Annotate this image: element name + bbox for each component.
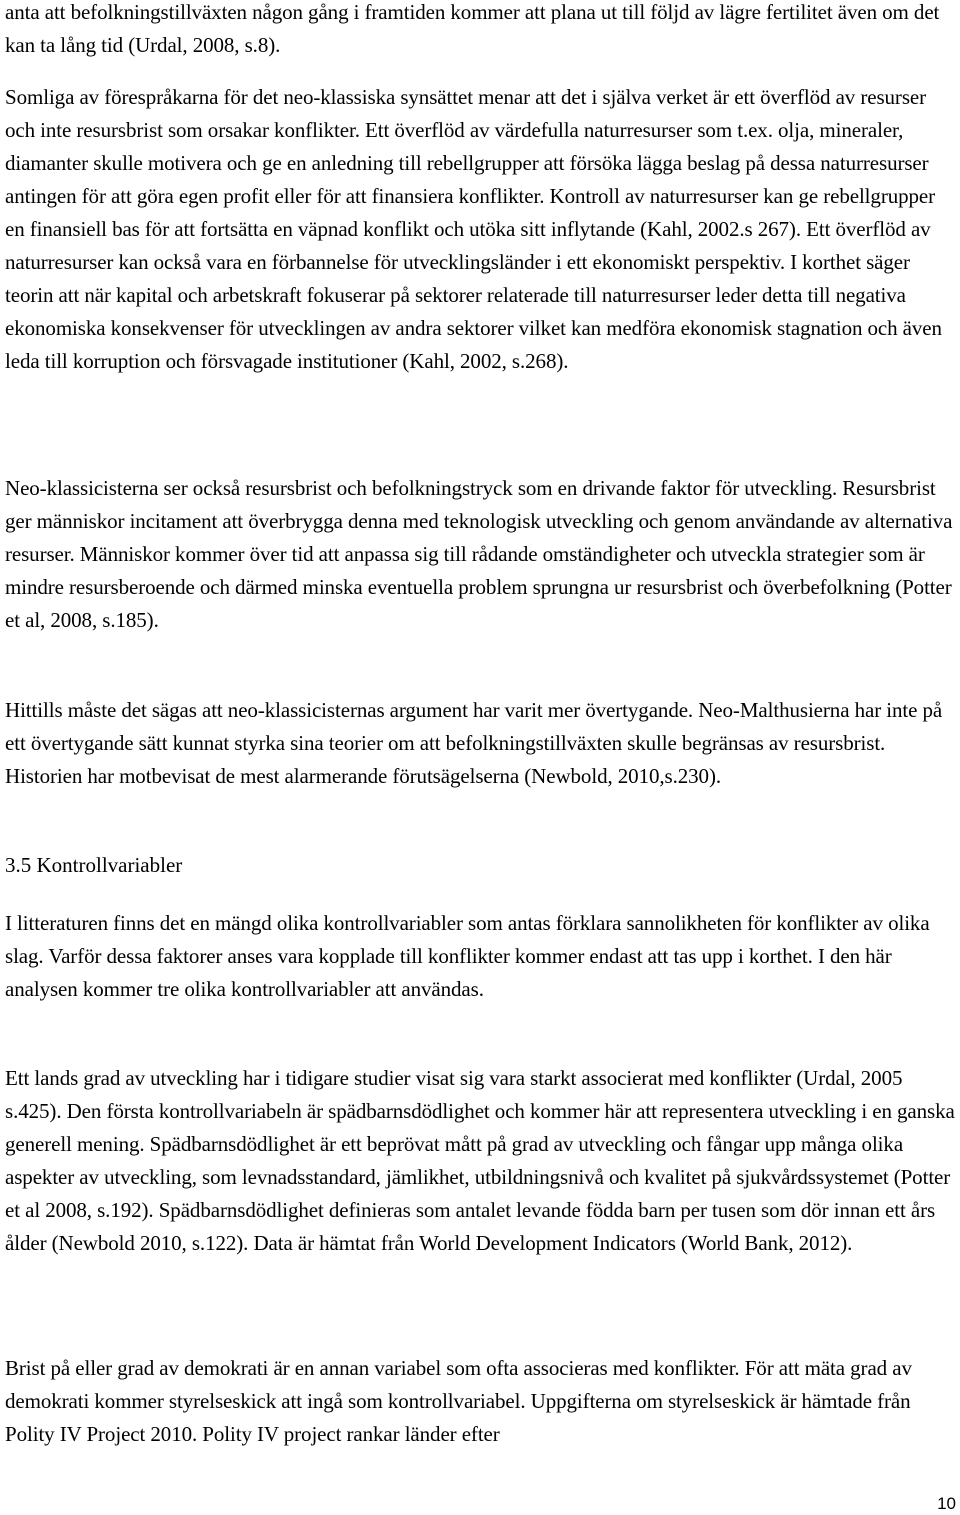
paragraph-control-variables-intro: I litteraturen finns det en mängd olika kontrollvariabler som antas förklara sannolikheten för konflikter av olika slag. Varför dessa faktorer anses vara kopplade till konflikter kommer endast att tas upp i korthet. I den här analysen kommer tre olika kontrollvariabler att användas. [5, 911, 930, 1001]
section-heading: 3.5 Kontrollvariabler [5, 853, 183, 877]
paragraph-conclusion: Hittills måste det sägas att neo-klassicisternas argument har varit mer övertygande. Neo-Malthusierna har inte på ett övertygande sätt kunnat styrka sina teorier om att befolkningstillväxten skulle begränsas av resursbrist. Historien har motbevisat de mest alarmerande förutsägelserna (Newbold, 2010,s.230). [5, 698, 943, 788]
page-number: 10 [937, 1494, 956, 1513]
paragraph-population-growth: anta att befolkningstillväxten någon gång i framtiden kommer att plana ut till följd av lägre fertilitet även om det kan ta lång tid (Urdal, 2008, s.8). [5, 0, 940, 57]
paragraph-democracy: Brist på eller grad av demokrati är en annan variabel som ofta associeras med konflikter. För att mäta grad av demokrati kommer styrelseskick att ingå som kontrollvariabel. Uppgifterna om styrelseskick är hämtade från Polity IV Project 2010. Polity IV project rankar länder efter [5, 1356, 912, 1446]
paragraph-infant-mortality: Ett lands grad av utveckling har i tidigare studier visat sig vara starkt associerat med konflikter (Urdal, 2005 s.425). Den första kontrollvariabeln är spädbarnsdödlighet och kommer här att representera utveckling i en ganska generell mening. Spädbarnsdödlighet är ett beprövat mått på grad av utveckling och fångar upp många olika aspekter av utveckling, som levnadsstandard, jämlikhet, utbildningsnivå och kvalitet på sjukvårdssystemet (Potter et al 2008, s.192). Spädbarnsdödlighet definieras som antalet levande födda barn per tusen som dör innan ett års ålder (Newbold 2010, s.122). Data är hämtat från World Development Indicators (World Bank, 2012). [5, 1066, 955, 1255]
paragraph-resource-abundance: Somliga av förespråkarna för det neo-klassiska synsättet menar att det i själva verket är ett överflöd av resurser och inte resursbrist som orsakar konflikter. Ett överflöd av värdefulla naturresurser som t.ex. olja, mineraler, diamanter skulle motivera och ge en anledning till rebellgrupper att försöka lägga beslag på dessa naturresurser antingen för att göra egen profit eller för att finansiera konflikter. Kontroll av naturresurser kan ge rebellgrupper en finansiell bas för att fortsätta en väpnad konflikt och utöka sitt inflytande (Kahl, 2002.s 267). Ett överflöd av naturresurser kan också vara en förbannelse för utvecklingsländer i ett ekonomiskt perspektiv. I korthet säger teorin att när kapital och arbetskraft fokuserar på sektorer relaterade till naturresurser leder detta till negativa ekonomiska konsekvenser för utvecklingen av andra sektorer vilket kan medföra ekonomisk stagnation och även leda till korruption och försvagade institutioner (Kahl, 2002, s.268). [5, 85, 942, 373]
paragraph-resource-scarcity: Neo-klassicisterna ser också resursbrist och befolkningstryck som en drivande faktor för utveckling. Resursbrist ger människor incitament att överbrygga denna med teknologisk utveckling och genom användande av alternativa resurser. Människor kommer över tid att anpassa sig till rådande omständigheter och utveckla strategier som är mindre resursberoende och därmed minska eventuella problem sprungna ur resursbrist och överbefolkning (Potter et al, 2008, s.185). [5, 476, 953, 632]
